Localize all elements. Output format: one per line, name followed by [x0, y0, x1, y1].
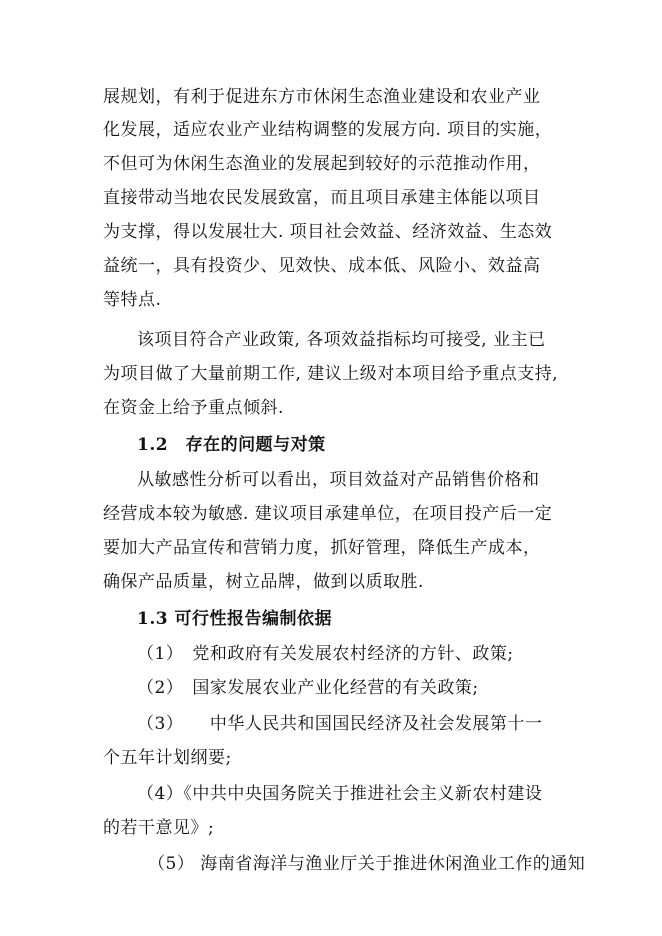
- text-line: 在资金上给予重点倾斜.: [103, 398, 284, 418]
- text-line: 不但可为休闲生态渔业的发展起到较好的示范推动作用，: [103, 154, 541, 174]
- text-line: 要加大产品宣传和营销力度，抓好管理，降低生产成本，: [103, 538, 541, 558]
- text-line: 展规划，有利于促进东方市休闲生态渔业建设和农业产业: [103, 87, 541, 107]
- section-heading-1-2: 1.2 存在的问题与对策: [137, 435, 326, 455]
- list-item: （1） 党和政府有关发展农村经济的方针、政策;: [137, 644, 514, 664]
- text-line: 直接带动当地农民发展致富，而且项目承建主体能以项目: [103, 188, 541, 208]
- text-line: 该项目符合产业政策, 各项效益指标均可接受, 业主已: [137, 330, 546, 350]
- text-line: 为项目做了大量前期工作, 建议上级对本项目给予重点支持,: [103, 364, 559, 384]
- section-heading-1-3: 1.3 可行性报告编制依据: [137, 609, 332, 629]
- text-line: 从敏感性分析可以看出，项目效益对产品销售价格和: [137, 470, 540, 490]
- text-line: 等特点.: [103, 290, 162, 310]
- list-item-continuation: 个五年计划纲要;: [103, 748, 232, 768]
- list-item: （4）《中共中央国务院关于推进社会主义新农村建设: [137, 784, 543, 804]
- list-item: （3） 中华人民共和国国民经济及社会发展第十一: [137, 714, 543, 734]
- list-item: （2） 国家发展农业产业化经营的有关政策;: [137, 678, 479, 698]
- list-item-continuation: 的若干意见》;: [103, 818, 215, 838]
- text-line: 益统一，具有投资少、见效快、成本低、风险小、效益高: [103, 256, 541, 276]
- text-line: 化发展，适应农业产业结构调整的发展方向. 项目的实施，: [103, 120, 553, 140]
- list-item: （5） 海南省海洋与渔业厅关于推进休闲渔业工作的通知: [148, 854, 586, 874]
- text-line: 经营成本较为敏感. 建议项目承建单位，在项目投产后一定: [103, 504, 553, 524]
- text-line: 为支撑，得以发展壮大. 项目社会效益、经济效益、生态效: [103, 222, 553, 242]
- text-line: 确保产品质量，树立品牌，做到以质取胜.: [103, 572, 424, 592]
